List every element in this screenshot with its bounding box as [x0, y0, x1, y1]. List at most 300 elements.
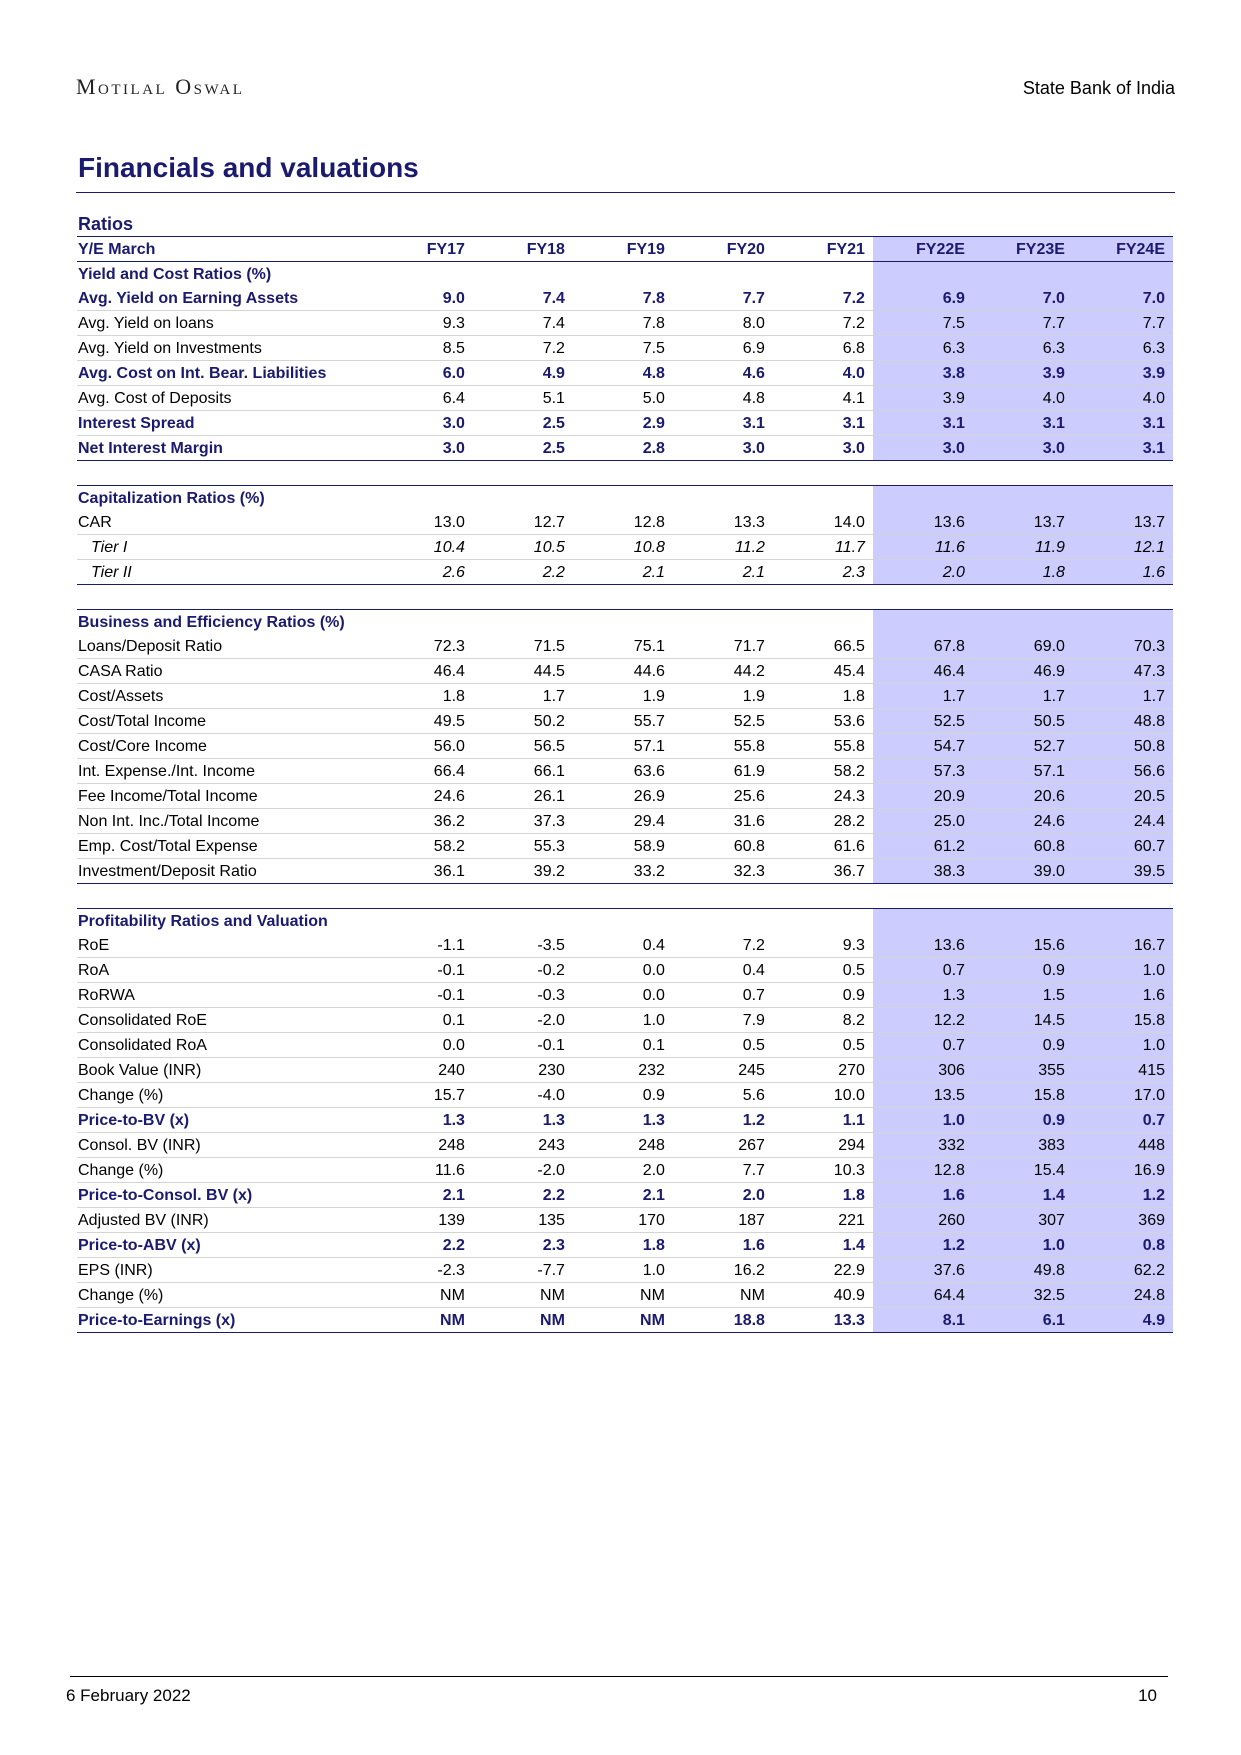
value-cell: 2.1 [673, 560, 773, 585]
value-cell: 7.5 [573, 336, 673, 361]
table-body [77, 262, 1173, 1333]
value-cell: 22.9 [773, 1258, 873, 1283]
row-label: CASA Ratio [77, 659, 373, 684]
table-row [77, 933, 1173, 958]
forecast-value-cell: 38.3 [873, 859, 973, 884]
table-row [77, 560, 1173, 585]
value-cell: 10.8 [573, 535, 673, 560]
value-cell: NM [673, 1283, 773, 1308]
forecast-value-cell: 37.6 [873, 1258, 973, 1283]
forecast-value-cell: 383 [973, 1133, 1073, 1158]
value-cell: 2.2 [473, 1183, 573, 1208]
value-cell: -2.0 [473, 1158, 573, 1183]
value-cell: 13.0 [373, 510, 473, 535]
page-number: 10 [1138, 1686, 1157, 1705]
value-cell: 33.2 [573, 859, 673, 884]
table-row [77, 1108, 1173, 1133]
value-cell: 7.2 [773, 286, 873, 311]
forecast-value-cell: 6.9 [873, 286, 973, 311]
value-cell: 58.9 [573, 834, 673, 859]
forecast-value-cell: 13.6 [873, 510, 973, 535]
forecast-value-cell: 56.6 [1073, 759, 1173, 784]
forecast-value-cell: 16.9 [1073, 1158, 1173, 1183]
value-cell: 0.5 [773, 958, 873, 983]
table-row [77, 1158, 1173, 1183]
value-cell: 10.0 [773, 1083, 873, 1108]
table-row [77, 834, 1173, 859]
value-cell: -2.3 [373, 1258, 473, 1283]
forecast-value-cell: 1.7 [973, 684, 1073, 709]
forecast-value-cell: 14.5 [973, 1008, 1073, 1033]
value-cell: 61.6 [773, 834, 873, 859]
value-cell: 2.0 [573, 1158, 673, 1183]
value-cell: 53.6 [773, 709, 873, 734]
forecast-value-cell: 260 [873, 1208, 973, 1233]
forecast-value-cell: 307 [973, 1208, 1073, 1233]
forecast-value-cell: 20.6 [973, 784, 1073, 809]
forecast-value-cell: 6.1 [973, 1308, 1073, 1333]
value-cell: 44.6 [573, 659, 673, 684]
forecast-value-cell: 1.8 [973, 560, 1073, 585]
value-cell: 4.1 [773, 386, 873, 411]
table-row [77, 1033, 1173, 1058]
value-cell: 1.9 [573, 684, 673, 709]
column-header-year: FY19 [573, 237, 673, 262]
forecast-value-cell: 0.7 [1073, 1108, 1173, 1133]
value-cell: 71.7 [673, 634, 773, 659]
forecast-value-cell: 13.5 [873, 1083, 973, 1108]
value-cell: NM [373, 1283, 473, 1308]
row-label: Investment/Deposit Ratio [77, 859, 373, 884]
forecast-value-cell: 6.3 [973, 336, 1073, 361]
row-label: Emp. Cost/Total Expense [77, 834, 373, 859]
value-cell: -0.1 [373, 958, 473, 983]
value-cell: 0.7 [673, 983, 773, 1008]
row-label: Loans/Deposit Ratio [77, 634, 373, 659]
forecast-value-cell: 47.3 [1073, 659, 1173, 684]
row-label: RoA [77, 958, 373, 983]
table-row [77, 734, 1173, 759]
row-label: Price-to-Earnings (x) [77, 1308, 373, 1333]
row-label: Cost/Total Income [77, 709, 373, 734]
forecast-value-cell: 7.7 [1073, 311, 1173, 336]
page-title: Financials and valuations [78, 152, 419, 183]
section-header-cell [673, 262, 773, 287]
value-cell: 232 [573, 1058, 673, 1083]
section-header-cell [573, 486, 673, 511]
value-cell: 2.1 [373, 1183, 473, 1208]
value-cell: 4.8 [673, 386, 773, 411]
value-cell: 55.8 [673, 734, 773, 759]
forecast-value-cell: 332 [873, 1133, 973, 1158]
value-cell: 1.3 [373, 1108, 473, 1133]
ratios-table [77, 236, 1173, 1333]
forecast-value-cell: 20.5 [1073, 784, 1173, 809]
value-cell: 0.9 [573, 1083, 673, 1108]
row-label: Cost/Assets [77, 684, 373, 709]
value-cell: 13.3 [673, 510, 773, 535]
table-row [77, 1083, 1173, 1108]
section-title: Profitability Ratios and Valuation [77, 909, 373, 934]
forecast-value-cell: 1.0 [1073, 958, 1173, 983]
value-cell: -1.1 [373, 933, 473, 958]
table-row [77, 510, 1173, 535]
value-cell: 3.1 [773, 411, 873, 436]
column-header-year: FY21 [773, 237, 873, 262]
row-label: Consolidated RoE [77, 1008, 373, 1033]
forecast-value-cell: 0.9 [973, 1033, 1073, 1058]
value-cell: 9.3 [773, 933, 873, 958]
value-cell: 1.6 [673, 1233, 773, 1258]
forecast-value-cell: 6.3 [1073, 336, 1173, 361]
forecast-value-cell: 2.0 [873, 560, 973, 585]
forecast-value-cell: 60.7 [1073, 834, 1173, 859]
forecast-value-cell: 1.6 [1073, 983, 1173, 1008]
row-label: EPS (INR) [77, 1258, 373, 1283]
forecast-value-cell: 0.9 [973, 1108, 1073, 1133]
forecast-value-cell: 0.9 [973, 958, 1073, 983]
table-row [77, 1283, 1173, 1308]
forecast-value-cell: 8.1 [873, 1308, 973, 1333]
footer-date: 6 February 2022 [66, 1686, 191, 1705]
value-cell: NM [473, 1283, 573, 1308]
forecast-value-cell: 7.0 [1073, 286, 1173, 311]
section-header-row [77, 909, 1173, 934]
forecast-value-cell: 12.2 [873, 1008, 973, 1033]
value-cell: -0.2 [473, 958, 573, 983]
forecast-value-cell: 32.5 [973, 1283, 1073, 1308]
table-row [77, 809, 1173, 834]
value-cell: 60.8 [673, 834, 773, 859]
value-cell: 0.0 [573, 958, 673, 983]
column-header-year-forecast: FY24E [1073, 237, 1173, 262]
value-cell: 8.5 [373, 336, 473, 361]
forecast-value-cell: 6.3 [873, 336, 973, 361]
column-header-year: FY17 [373, 237, 473, 262]
forecast-value-cell: 64.4 [873, 1283, 973, 1308]
forecast-value-cell: 15.8 [973, 1083, 1073, 1108]
value-cell: 32.3 [673, 859, 773, 884]
value-cell: 61.9 [673, 759, 773, 784]
row-label: Change (%) [77, 1158, 373, 1183]
section-header-cell [673, 486, 773, 511]
value-cell: 2.8 [573, 436, 673, 461]
table-row [77, 411, 1173, 436]
table-header-row [77, 237, 1173, 262]
section-title: Business and Efficiency Ratios (%) [77, 610, 373, 635]
section-title: Capitalization Ratios (%) [77, 486, 373, 511]
table-row [77, 386, 1173, 411]
value-cell: 10.4 [373, 535, 473, 560]
table-row [77, 859, 1173, 884]
table-row [77, 1133, 1173, 1158]
row-label: Adjusted BV (INR) [77, 1208, 373, 1233]
forecast-value-cell: 11.9 [973, 535, 1073, 560]
forecast-value-cell: 355 [973, 1058, 1073, 1083]
forecast-value-cell: 24.6 [973, 809, 1073, 834]
value-cell: 0.9 [773, 983, 873, 1008]
forecast-value-cell: 17.0 [1073, 1083, 1173, 1108]
table-row [77, 784, 1173, 809]
forecast-value-cell: 448 [1073, 1133, 1173, 1158]
forecast-value-cell: 60.8 [973, 834, 1073, 859]
column-header-year-forecast: FY22E [873, 237, 973, 262]
company-logo: Motilal Oswal [76, 74, 245, 99]
row-label: Avg. Yield on Investments [77, 336, 373, 361]
row-label: Change (%) [77, 1283, 373, 1308]
row-label: Interest Spread [77, 411, 373, 436]
value-cell: 7.7 [673, 286, 773, 311]
forecast-value-cell: 69.0 [973, 634, 1073, 659]
value-cell: 72.3 [373, 634, 473, 659]
value-cell: NM [373, 1308, 473, 1333]
forecast-value-cell: 50.8 [1073, 734, 1173, 759]
forecast-value-cell: 3.0 [873, 436, 973, 461]
section-header-cell [573, 610, 673, 635]
section-header-cell [1073, 262, 1173, 287]
value-cell: 1.8 [573, 1233, 673, 1258]
table-row [77, 958, 1173, 983]
value-cell: 11.6 [373, 1158, 473, 1183]
column-header-year: FY18 [473, 237, 573, 262]
value-cell: 2.3 [473, 1233, 573, 1258]
value-cell: 50.2 [473, 709, 573, 734]
value-cell: 7.9 [673, 1008, 773, 1033]
section-header-cell [873, 610, 973, 635]
row-label: Tier II [77, 560, 373, 585]
value-cell: 1.3 [473, 1108, 573, 1133]
value-cell: -0.3 [473, 983, 573, 1008]
value-cell: 31.6 [673, 809, 773, 834]
value-cell: -0.1 [373, 983, 473, 1008]
section-header-cell [773, 262, 873, 287]
forecast-value-cell: 24.4 [1073, 809, 1173, 834]
row-label: RoE [77, 933, 373, 958]
value-cell: 0.5 [773, 1033, 873, 1058]
forecast-value-cell: 7.5 [873, 311, 973, 336]
value-cell: 240 [373, 1058, 473, 1083]
forecast-value-cell: 1.6 [873, 1183, 973, 1208]
forecast-value-cell: 3.1 [873, 411, 973, 436]
forecast-value-cell: 4.0 [973, 386, 1073, 411]
value-cell: 270 [773, 1058, 873, 1083]
table-row [77, 1058, 1173, 1083]
value-cell: 4.8 [573, 361, 673, 386]
forecast-value-cell: 1.6 [1073, 560, 1173, 585]
value-cell: 139 [373, 1208, 473, 1233]
table-row [77, 659, 1173, 684]
row-label: Book Value (INR) [77, 1058, 373, 1083]
title-divider [76, 192, 1175, 193]
section-header-cell [373, 610, 473, 635]
row-label: Avg. Cost of Deposits [77, 386, 373, 411]
section-header-row [77, 262, 1173, 287]
value-cell: 45.4 [773, 659, 873, 684]
forecast-value-cell: 1.3 [873, 983, 973, 1008]
value-cell: NM [573, 1283, 673, 1308]
row-label: Avg. Cost on Int. Bear. Liabilities [77, 361, 373, 386]
section-header-cell [973, 909, 1073, 934]
value-cell: 1.7 [473, 684, 573, 709]
row-label: CAR [77, 510, 373, 535]
section-header-cell [773, 486, 873, 511]
table-row [77, 286, 1173, 311]
value-cell: 0.1 [573, 1033, 673, 1058]
forecast-value-cell: 24.8 [1073, 1283, 1173, 1308]
value-cell: 49.5 [373, 709, 473, 734]
section-header-cell [873, 486, 973, 511]
forecast-value-cell: 46.4 [873, 659, 973, 684]
forecast-value-cell: 1.4 [973, 1183, 1073, 1208]
value-cell: 294 [773, 1133, 873, 1158]
forecast-value-cell: 3.8 [873, 361, 973, 386]
row-label: Price-to-BV (x) [77, 1108, 373, 1133]
value-cell: 187 [673, 1208, 773, 1233]
table-row [77, 759, 1173, 784]
row-label: Consolidated RoA [77, 1033, 373, 1058]
row-label: Non Int. Inc./Total Income [77, 809, 373, 834]
forecast-value-cell: 3.9 [1073, 361, 1173, 386]
forecast-value-cell: 3.9 [973, 361, 1073, 386]
row-label: Price-to-Consol. BV (x) [77, 1183, 373, 1208]
value-cell: 7.4 [473, 311, 573, 336]
value-cell: 7.7 [673, 1158, 773, 1183]
value-cell: 9.0 [373, 286, 473, 311]
section-header-cell [673, 909, 773, 934]
forecast-value-cell: 1.0 [973, 1233, 1073, 1258]
forecast-value-cell: 16.7 [1073, 933, 1173, 958]
forecast-value-cell: 1.2 [1073, 1183, 1173, 1208]
forecast-value-cell: 3.1 [1073, 411, 1173, 436]
value-cell: 1.2 [673, 1108, 773, 1133]
value-cell: 36.1 [373, 859, 473, 884]
value-cell: 2.9 [573, 411, 673, 436]
value-cell: 1.0 [573, 1008, 673, 1033]
value-cell: 18.8 [673, 1308, 773, 1333]
forecast-value-cell: 15.8 [1073, 1008, 1173, 1033]
forecast-value-cell: 0.8 [1073, 1233, 1173, 1258]
value-cell: 243 [473, 1133, 573, 1158]
value-cell: 2.5 [473, 436, 573, 461]
row-label: Cost/Core Income [77, 734, 373, 759]
table-row [77, 1208, 1173, 1233]
value-cell: 5.6 [673, 1083, 773, 1108]
value-cell: 0.5 [673, 1033, 773, 1058]
forecast-value-cell: 13.6 [873, 933, 973, 958]
value-cell: 5.0 [573, 386, 673, 411]
section-spacer [77, 461, 1173, 486]
forecast-value-cell: 11.6 [873, 535, 973, 560]
value-cell: 3.0 [673, 436, 773, 461]
forecast-value-cell: 0.7 [873, 958, 973, 983]
section-header-cell [973, 262, 1073, 287]
value-cell: 28.2 [773, 809, 873, 834]
value-cell: 267 [673, 1133, 773, 1158]
value-cell: 11.2 [673, 535, 773, 560]
section-header-cell [1073, 486, 1173, 511]
section-header-cell [473, 486, 573, 511]
value-cell: 245 [673, 1058, 773, 1083]
forecast-value-cell: 0.7 [873, 1033, 973, 1058]
value-cell: 1.0 [573, 1258, 673, 1283]
row-label: Int. Expense./Int. Income [77, 759, 373, 784]
section-header-cell [473, 610, 573, 635]
value-cell: 14.0 [773, 510, 873, 535]
row-label: Fee Income/Total Income [77, 784, 373, 809]
value-cell: 248 [373, 1133, 473, 1158]
value-cell: 71.5 [473, 634, 573, 659]
value-cell: 26.9 [573, 784, 673, 809]
value-cell: NM [573, 1308, 673, 1333]
forecast-value-cell: 48.8 [1073, 709, 1173, 734]
section-header-cell [673, 610, 773, 635]
section-header-row [77, 486, 1173, 511]
value-cell: 2.6 [373, 560, 473, 585]
section-header-cell [473, 262, 573, 287]
forecast-value-cell: 15.4 [973, 1158, 1073, 1183]
value-cell: 1.1 [773, 1108, 873, 1133]
forecast-value-cell: 306 [873, 1058, 973, 1083]
value-cell: 2.5 [473, 411, 573, 436]
value-cell: 4.9 [473, 361, 573, 386]
table-row [77, 436, 1173, 461]
row-label: Avg. Yield on loans [77, 311, 373, 336]
forecast-value-cell: 12.8 [873, 1158, 973, 1183]
forecast-value-cell: 39.0 [973, 859, 1073, 884]
column-header-year: FY20 [673, 237, 773, 262]
value-cell: 248 [573, 1133, 673, 1158]
section-header-cell [1073, 610, 1173, 635]
table-row [77, 336, 1173, 361]
value-cell: 5.1 [473, 386, 573, 411]
value-cell: 66.1 [473, 759, 573, 784]
value-cell: 44.2 [673, 659, 773, 684]
value-cell: 12.7 [473, 510, 573, 535]
value-cell: 7.2 [473, 336, 573, 361]
section-header-row [77, 610, 1173, 635]
value-cell: 13.3 [773, 1308, 873, 1333]
section-header-cell [373, 486, 473, 511]
value-cell: 24.3 [773, 784, 873, 809]
forecast-value-cell: 62.2 [1073, 1258, 1173, 1283]
value-cell: 36.2 [373, 809, 473, 834]
forecast-value-cell: 70.3 [1073, 634, 1173, 659]
forecast-value-cell: 52.5 [873, 709, 973, 734]
forecast-value-cell: 3.1 [1073, 436, 1173, 461]
value-cell: 1.8 [373, 684, 473, 709]
section-header-cell [773, 610, 873, 635]
row-label: Price-to-ABV (x) [77, 1233, 373, 1258]
value-cell: 44.5 [473, 659, 573, 684]
row-label: RoRWA [77, 983, 373, 1008]
value-cell: 4.0 [773, 361, 873, 386]
forecast-value-cell: 61.2 [873, 834, 973, 859]
forecast-value-cell: 15.6 [973, 933, 1073, 958]
section-header-cell [973, 486, 1073, 511]
value-cell: 26.1 [473, 784, 573, 809]
value-cell: 1.8 [773, 1183, 873, 1208]
value-cell: 2.0 [673, 1183, 773, 1208]
forecast-value-cell: 3.9 [873, 386, 973, 411]
forecast-value-cell: 46.9 [973, 659, 1073, 684]
table-row [77, 361, 1173, 386]
value-cell: 0.0 [573, 983, 673, 1008]
value-cell: 1.9 [673, 684, 773, 709]
table-row [77, 1233, 1173, 1258]
row-label: Net Interest Margin [77, 436, 373, 461]
company-name: State Bank of India [1022, 78, 1175, 98]
value-cell: 66.5 [773, 634, 873, 659]
